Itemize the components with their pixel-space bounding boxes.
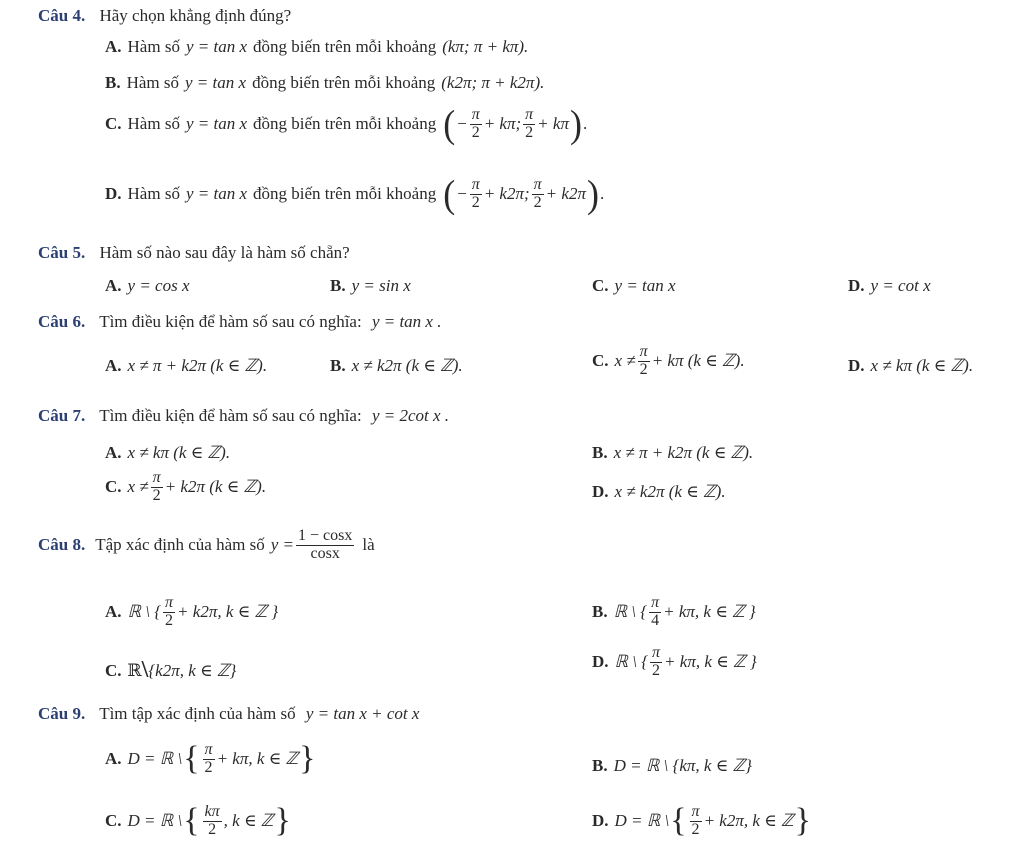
option-letter: C. bbox=[105, 811, 122, 831]
question-9-stem bbox=[38, 704, 419, 724]
option-letter: A. bbox=[105, 443, 122, 462]
q9-option-c[interactable] bbox=[105, 804, 292, 839]
option-letter: D. bbox=[592, 482, 609, 501]
option-mid: đồng biến trên mỗi khoảng bbox=[253, 184, 437, 203]
option-value: y = sin x bbox=[351, 276, 411, 295]
option-value: x ≠ kπ (k ∈ ℤ). bbox=[870, 356, 974, 375]
right-paren: ) bbox=[569, 102, 582, 146]
option-letter: B. bbox=[105, 73, 121, 92]
option-letter: C. bbox=[105, 114, 122, 133]
question-label: Câu 9. bbox=[38, 704, 86, 723]
q6-option-a[interactable] bbox=[105, 356, 267, 376]
option-letter: A. bbox=[105, 276, 122, 295]
set-minus: \ bbox=[141, 657, 149, 683]
option-value: x ≠ π + k2π (k ∈ ℤ). bbox=[613, 443, 754, 462]
option-mid: đồng biến trên mỗi khoảng bbox=[253, 37, 437, 56]
term-2: + k2π bbox=[545, 184, 586, 203]
option-post: + k2π (k ∈ ℤ). bbox=[164, 477, 267, 497]
option-letter: A. bbox=[105, 356, 122, 375]
question-text: Tập xác định của hàm số bbox=[95, 535, 265, 555]
option-value: y = tan x bbox=[614, 276, 676, 295]
q6-option-b[interactable] bbox=[330, 356, 463, 376]
question-tail: là bbox=[362, 535, 375, 555]
question-label: Câu 6. bbox=[38, 312, 86, 331]
q9-option-d[interactable] bbox=[592, 804, 812, 839]
term-2: + kπ bbox=[537, 114, 569, 133]
right-brace: } bbox=[794, 802, 811, 840]
question-7-stem bbox=[38, 406, 449, 426]
option-prefix: Hàm số bbox=[127, 114, 180, 133]
q6-option-d[interactable] bbox=[848, 356, 973, 376]
q8-option-b[interactable] bbox=[592, 595, 756, 630]
q4-option-c[interactable] bbox=[105, 102, 588, 146]
period: . bbox=[582, 114, 588, 133]
q9-option-a[interactable] bbox=[105, 742, 316, 777]
option-pre: x ≠ bbox=[127, 477, 149, 497]
left-paren: ( bbox=[443, 172, 456, 216]
q8-option-a[interactable] bbox=[105, 595, 278, 630]
option-pre: D = ℝ \ bbox=[127, 811, 183, 831]
q7-option-a[interactable] bbox=[105, 443, 230, 463]
question-text: Hàm số nào sau đây là hàm số chẵn? bbox=[99, 243, 350, 262]
left-brace: { bbox=[183, 802, 200, 840]
q5-option-a[interactable] bbox=[105, 276, 190, 296]
term-1: + kπ; bbox=[483, 114, 522, 133]
q8-option-c[interactable] bbox=[105, 657, 236, 684]
option-value: D = ℝ \ {kπ, k ∈ ℤ} bbox=[613, 756, 752, 775]
question-text: Tìm tập xác định của hàm số bbox=[99, 704, 296, 723]
q4-option-b[interactable] bbox=[105, 73, 544, 93]
question-function: y = tan x . bbox=[371, 312, 442, 331]
option-value: x ≠ k2π (k ∈ ℤ). bbox=[351, 356, 463, 375]
question-y: y = bbox=[270, 535, 294, 555]
q7-option-d[interactable] bbox=[592, 482, 726, 502]
option-value: y = cos x bbox=[127, 276, 190, 295]
fraction-pi-over-2: $\frac{\pi}{2}$ bbox=[652, 644, 661, 679]
option-letter: C. bbox=[592, 276, 609, 295]
term-1: + k2π; bbox=[483, 184, 530, 203]
question-label: Câu 8. bbox=[38, 535, 86, 555]
minus-sign: − bbox=[456, 184, 468, 203]
fraction-kpi-over-2: $\frac{k\pi}{2}$ bbox=[204, 803, 220, 838]
option-prefix: Hàm số bbox=[127, 184, 180, 203]
left-brace: { bbox=[670, 802, 687, 840]
minus-sign: − bbox=[456, 114, 468, 133]
question-label: Câu 7. bbox=[38, 406, 86, 425]
question-4-stem bbox=[38, 6, 291, 26]
right-brace: } bbox=[299, 740, 316, 778]
option-interval: (kπ; π + kπ). bbox=[442, 37, 529, 56]
question-label: Câu 4. bbox=[38, 6, 86, 25]
option-letter: A. bbox=[105, 749, 122, 769]
option-letter: B. bbox=[330, 356, 346, 375]
question-text: Tìm điều kiện để hàm số sau có nghĩa: bbox=[99, 406, 362, 425]
option-post: + kπ, k ∈ ℤ } bbox=[663, 602, 756, 622]
option-letter: C. bbox=[105, 477, 122, 497]
left-paren: ( bbox=[443, 102, 456, 146]
option-letter: D. bbox=[592, 652, 609, 672]
option-post: + k2π, k ∈ ℤ } bbox=[177, 602, 279, 622]
fraction-pi-over-2: $\frac{\pi}{2}$ bbox=[691, 803, 700, 838]
option-pre: D = ℝ \ bbox=[127, 749, 183, 769]
q8-option-d[interactable] bbox=[592, 645, 757, 680]
fraction-pi-over-2: $\frac{\pi}{2}$ bbox=[204, 741, 213, 776]
right-paren: ) bbox=[586, 172, 599, 216]
option-pre: ℝ bbox=[127, 660, 142, 680]
option-letter: C. bbox=[105, 660, 122, 680]
fraction-question-function: $\frac{1 - \cos x}{\cos x}$ bbox=[297, 527, 353, 562]
period: . bbox=[599, 184, 605, 203]
fraction-pi-over-2: $\frac{\pi}{2}$ bbox=[639, 343, 648, 378]
q7-option-b[interactable] bbox=[592, 443, 753, 463]
option-function: y = tan x bbox=[185, 37, 247, 56]
q7-option-c[interactable] bbox=[105, 470, 266, 505]
option-letter: A. bbox=[105, 602, 122, 622]
right-brace: } bbox=[274, 802, 291, 840]
option-post: , k ∈ ℤ bbox=[223, 811, 274, 831]
option-pre: ℝ \ { bbox=[613, 602, 648, 622]
option-value: x ≠ π + k2π (k ∈ ℤ). bbox=[127, 356, 268, 375]
option-letter: A. bbox=[105, 37, 122, 56]
option-letter: B. bbox=[592, 602, 608, 622]
q9-option-b[interactable] bbox=[592, 756, 752, 776]
fraction-pi-over-4: $\frac{\pi}{4}$ bbox=[651, 594, 660, 629]
option-interval: (k2π; π + k2π). bbox=[441, 73, 545, 92]
option-letter: C. bbox=[592, 351, 609, 371]
q5-option-d[interactable] bbox=[848, 276, 931, 296]
option-pre: ℝ \ { bbox=[127, 602, 162, 622]
question-text: Tìm điều kiện để hàm số sau có nghĩa: bbox=[99, 312, 362, 331]
question-8-stem bbox=[38, 528, 375, 563]
option-post: + kπ (k ∈ ℤ). bbox=[651, 351, 745, 371]
option-function: y = tan x bbox=[185, 184, 247, 203]
fraction-pi-over-2: $\frac{\pi}{2}$ bbox=[533, 175, 542, 211]
fraction-pi-over-2: $\frac{\pi}{2}$ bbox=[471, 175, 480, 211]
option-function: y = tan x bbox=[185, 114, 247, 133]
q4-option-d[interactable] bbox=[105, 172, 605, 216]
option-value: y = cot x bbox=[870, 276, 931, 295]
option-post: + k2π, k ∈ ℤ bbox=[703, 811, 794, 831]
option-post: {k2π, k ∈ ℤ} bbox=[148, 660, 237, 680]
fraction-pi-over-2: $\frac{\pi}{2}$ bbox=[525, 105, 534, 141]
option-mid: đồng biến trên mỗi khoảng bbox=[253, 114, 437, 133]
option-pre: D = ℝ \ bbox=[614, 811, 670, 831]
option-letter: B. bbox=[592, 756, 608, 775]
fraction-pi-over-2: $\frac{\pi}{2}$ bbox=[471, 105, 480, 141]
question-label: Câu 5. bbox=[38, 243, 86, 262]
option-pre: x ≠ bbox=[614, 351, 636, 371]
option-letter: D. bbox=[105, 184, 122, 203]
option-mid: đồng biến trên mỗi khoảng bbox=[252, 73, 436, 92]
option-letter: D. bbox=[848, 356, 865, 375]
option-letter: D. bbox=[848, 276, 865, 295]
option-letter: D. bbox=[592, 811, 609, 831]
question-text: Hãy chọn khẳng định đúng? bbox=[99, 6, 292, 25]
option-value: x ≠ k2π (k ∈ ℤ). bbox=[614, 482, 726, 501]
option-value: x ≠ kπ (k ∈ ℤ). bbox=[127, 443, 231, 462]
q4-option-a[interactable] bbox=[105, 37, 528, 57]
left-brace: { bbox=[183, 740, 200, 778]
question-function: y = 2cot x . bbox=[371, 406, 450, 425]
q5-option-c[interactable] bbox=[592, 276, 676, 296]
option-prefix: Hàm số bbox=[127, 37, 180, 56]
q5-option-b[interactable] bbox=[330, 276, 411, 296]
fraction-pi-over-2: $\frac{\pi}{2}$ bbox=[165, 594, 174, 629]
question-5-stem bbox=[38, 243, 350, 263]
option-post: + kπ, k ∈ ℤ bbox=[216, 749, 299, 769]
option-pre: ℝ \ { bbox=[614, 652, 649, 672]
option-function: y = tan x bbox=[185, 73, 247, 92]
q6-option-c[interactable] bbox=[592, 344, 745, 379]
option-letter: B. bbox=[592, 443, 608, 462]
question-function: y = tan x + cot x bbox=[305, 704, 420, 723]
question-6-stem bbox=[38, 312, 441, 332]
option-prefix: Hàm số bbox=[126, 73, 180, 92]
option-letter: B. bbox=[330, 276, 346, 295]
option-post: + kπ, k ∈ ℤ } bbox=[664, 652, 757, 672]
fraction-pi-over-2: $\frac{\pi}{2}$ bbox=[152, 469, 161, 504]
